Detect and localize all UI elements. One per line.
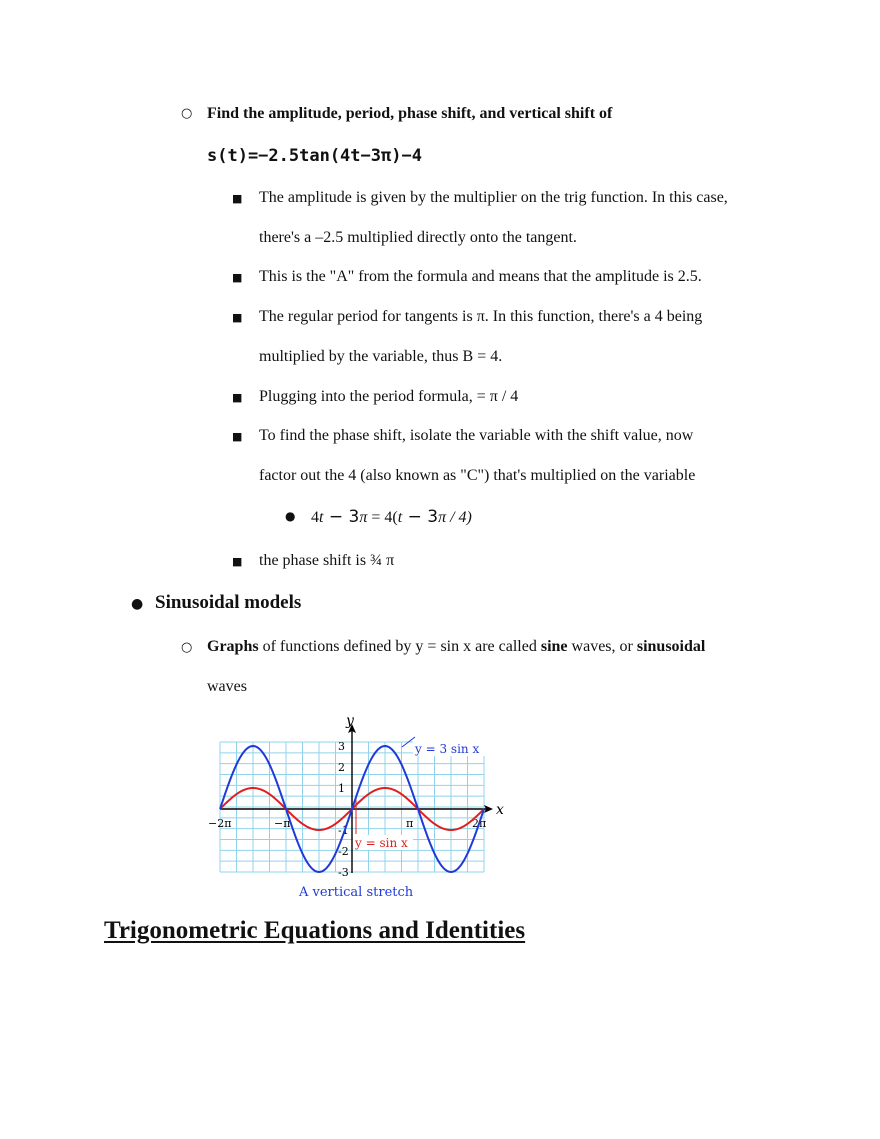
page-heading: Trigonometric Equations and Identities [104,917,526,944]
factor-equation: 4t − 3π = 4(t − 3π / 4) [311,507,472,527]
dot-bullet: ● [285,509,296,523]
step-line: factor out the 4 (also known as "C") that's multiplied on the variable [259,467,696,484]
graphs-note: Graphs of functions defined by y = sin x are called sine waves, or sinusoidal [207,638,706,655]
x-tick-label: −π [274,817,291,830]
step-line: The amplitude is given by the multiplier on the trig function. In this case, [259,189,728,206]
figure-caption: A vertical stretch [299,885,414,900]
graphs-note-cont: waves [207,678,247,695]
x-tick-label: 2π [471,817,487,830]
dot-bullet: ● [131,596,144,612]
series-label-small: y = sin x [355,836,408,850]
series-label-big: y = 3 sin x [415,742,480,756]
step-line: the phase shift is ¾ π [259,552,395,569]
hollow-bullet: ○ [181,640,193,655]
step-line: The regular period for tangents is π. In this function, there's a 4 being [259,308,703,325]
sine-figure [195,710,525,902]
y-tick-label: 2 [338,761,345,774]
square-bullet: ■ [232,192,243,205]
square-bullet: ■ [232,311,243,324]
x-tick-label: −2π [208,817,232,830]
y-tick-label: 3 [338,740,345,753]
step-line: This is the "A" from the formula and means that the amplitude is 2.5. [259,268,702,285]
step-line: To find the phase shift, isolate the variable with the shift value, now [259,427,694,444]
square-bullet: ■ [232,430,243,443]
question-prompt: Find the amplitude, period, phase shift, and vertical shift of [207,105,613,122]
hollow-bullet: ○ [181,106,193,121]
square-bullet: ■ [232,555,243,568]
y-axis-label: y [346,713,354,729]
step-line: there's a –2.5 multiplied directly onto the tangent. [259,229,577,246]
y-tick-label: -2 [338,845,349,858]
square-bullet: ■ [232,271,243,284]
x-tick-label: π [405,817,414,830]
step-line: Plugging into the period formula, = π / 4 [259,388,519,405]
function-expression: s(t)=−2.5tan(4t−3π)−4 [207,146,422,166]
square-bullet: ■ [232,391,243,404]
y-tick-label: -3 [338,866,349,879]
y-tick-label: 1 [338,782,345,795]
section-title: Sinusoidal models [155,592,302,613]
step-line: multiplied by the variable, thus B = 4. [259,348,503,365]
y-tick-label: -1 [338,824,349,837]
x-axis-label: x [496,802,504,818]
